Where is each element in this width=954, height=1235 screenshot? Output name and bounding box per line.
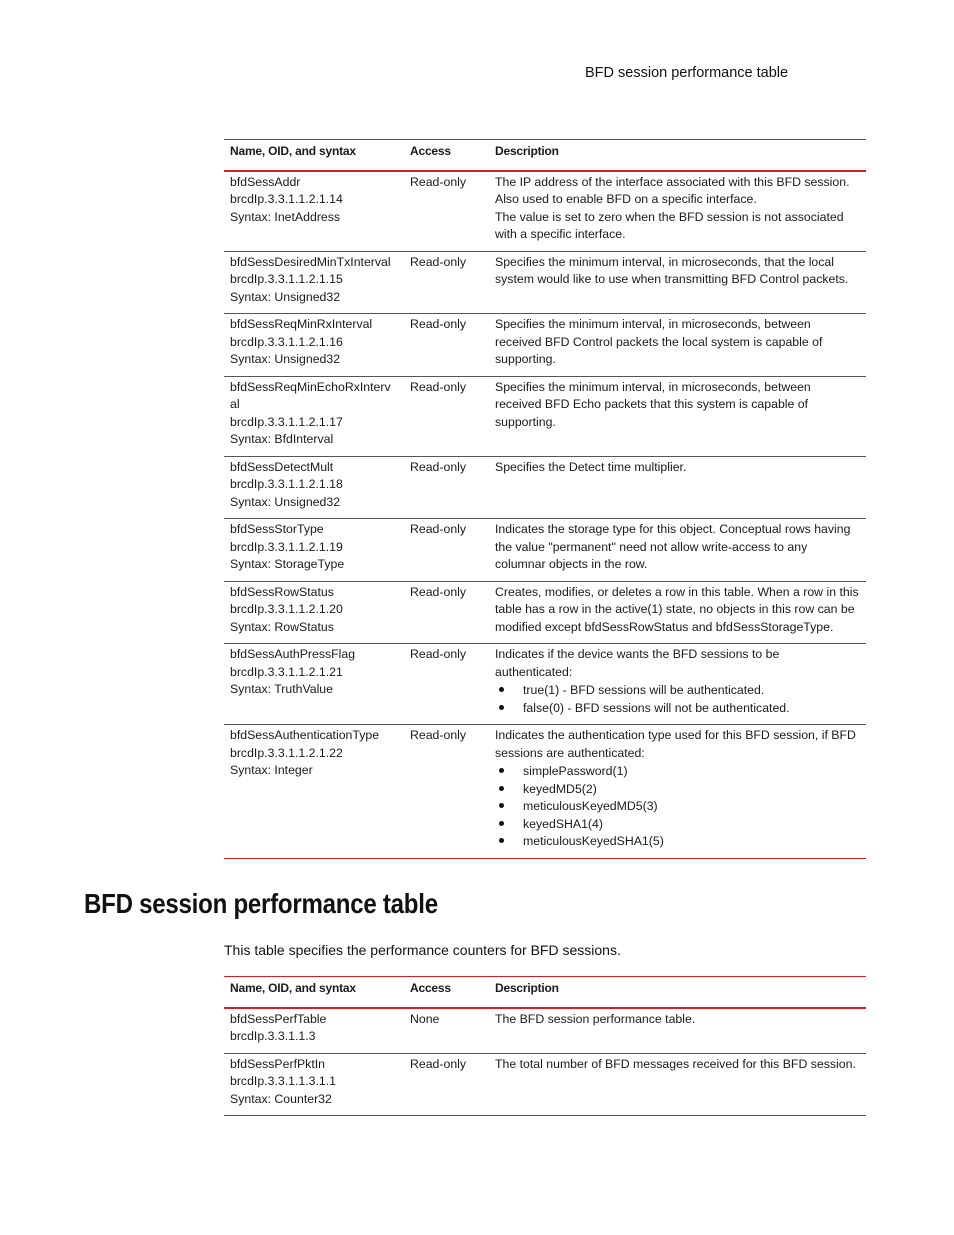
object-name-cell [224,1008,404,1054]
access-cell: Read-only [410,379,467,394]
description-cell [489,644,866,725]
access-cell: Read-only [410,254,467,269]
object-name: bfdSessReqMinEchoRxInterv [230,379,391,394]
object-name: bfdSessAddr [230,174,301,189]
object-name-cell [224,725,404,859]
column-header-access: Access [410,981,451,995]
table-body [224,171,866,859]
description-cell [489,581,866,644]
object-name-cell [224,251,404,314]
table-header [224,977,866,1008]
object-detail-line: brcdIp.3.3.1.1.2.1.19 [230,539,343,554]
access-cell: Read-only [410,522,467,536]
description-cell [489,725,866,859]
table-row [224,519,866,582]
description-paragraph: Specifies the minimum interval, in microseconds, between received BFD Echo packets that this system is capable of supporting. [495,379,811,429]
object-detail-line: Syntax: Integer [230,763,313,777]
object-detail-line: brcdIp.3.3.1.1.2.1.18 [230,477,343,491]
object-detail-line: brcdIp.3.3.1.1.2.1.20 [230,602,343,616]
access-cell: Read-only [410,459,467,474]
description-bullet-list [495,682,860,717]
object-detail-line: Syntax: Unsigned32 [230,352,341,366]
description-paragraph: The value is set to zero when the BFD session is not associated with a specific interface. [495,209,844,241]
object-detail-line: Syntax: BfdInterval [230,432,334,446]
bullet-item: keyedSHA1(4) [495,816,860,834]
table-row [224,376,866,456]
object-name-cell [224,519,404,582]
bfd-session-table [224,139,866,859]
object-name: bfdSessStorType [230,522,324,536]
table-row [224,456,866,519]
description-cell [489,314,866,377]
object-detail-line: Syntax: StorageType [230,557,345,571]
column-header-name: Name, OID, and syntax [230,144,356,158]
description-paragraph: The total number of BFD messages received for this BFD session. [495,1056,856,1071]
table-body [224,1008,866,1116]
running-header: BFD session performance table [585,65,789,81]
bullet-item: keyedMD5(2) [495,781,860,799]
column-header-access: Access [410,144,451,158]
object-detail-line: Syntax: Counter32 [230,1091,332,1106]
description-bullet-list [495,763,860,851]
description-paragraph: Creates, modifies, or deletes a row in this table. When a row in this table has a row in the active(1) state, no objects in this row can be modified except bfdSessRowStatus and bfdSessStorageType. [495,584,859,634]
object-detail-line: Syntax: RowStatus [230,619,334,634]
description-paragraph: Indicates the storage type for this object. Conceptual rows having the value "permanent" need not allow write-access to any columnar objects in the row. [495,522,851,571]
object-name: bfdSessRowStatus [230,584,334,599]
object-detail-line: brcdIp.3.3.1.1.3.1.1 [230,1074,336,1088]
object-name-cell [224,581,404,644]
description-paragraph: The IP address of the interface associated with this BFD session. Also used to enable BFD on a specific interface. [495,174,850,206]
table-row [224,1008,866,1054]
table-row [224,1053,866,1116]
table-row [224,314,866,377]
description-paragraph: Specifies the minimum interval, in microseconds, between received BFD Control packets the local system is capable of supporting. [495,317,823,366]
object-detail-line: brcdIp.3.3.1.1.2.1.16 [230,334,343,349]
section-intro: This table specifies the performance counters for BFD sessions. [224,942,621,958]
description-cell [489,376,866,456]
object-name: bfdSessAuthPressFlag [230,647,356,661]
bullet-item: false(0) - BFD sessions will not be authenticated. [495,700,860,718]
object-name-cell [224,376,404,456]
description-cell [489,1008,866,1054]
object-name: bfdSessDesiredMinTxInterval [230,254,391,269]
object-name: bfdSessPerfPktIn [230,1056,326,1071]
description-paragraph: Specifies the minimum interval, in microseconds, that the local system would like to use when transmitting BFD Control packets. [495,254,849,286]
object-detail-line: Syntax: Unsigned32 [230,289,341,304]
object-name-cell [224,1053,404,1116]
description-paragraph: Indicates if the device wants the BFD sessions to be authenticated: [495,647,780,679]
table-row [224,581,866,644]
object-detail-line: brcdIp.3.3.1.1.2.1.21 [230,664,343,679]
object-detail-line: brcdIp.3.3.1.1.3 [230,1029,316,1043]
access-cell: Read-only [410,728,467,742]
description-cell [489,456,866,519]
description-paragraph: Specifies the Detect time multiplier. [495,459,687,474]
column-header-name: Name, OID, and syntax [230,981,356,995]
description-cell [489,519,866,582]
section-title: BFD session performance table [84,888,438,919]
access-cell: Read-only [410,1056,467,1071]
access-cell: None [410,1011,440,1026]
table-row [224,725,866,859]
description-paragraph: Indicates the authentication type used for this BFD session, if BFD sessions are authenticated: [495,728,856,760]
access-cell: Read-only [410,647,467,661]
description-cell [489,251,866,314]
object-name: bfdSessPerfTable [230,1011,327,1026]
object-detail-line: brcdIp.3.3.1.1.2.1.22 [230,745,343,760]
table-row [224,171,866,252]
object-name-cell [224,314,404,377]
column-header-description: Description [495,144,559,158]
bullet-item: meticulousKeyedSHA1(5) [495,833,860,851]
object-name-cell [224,456,404,519]
description-paragraph: The BFD session performance table. [495,1011,696,1026]
access-cell: Read-only [410,584,467,599]
object-detail-line: brcdIp.3.3.1.1.2.1.17 [230,414,343,429]
table-row [224,251,866,314]
description-cell [489,1053,866,1116]
header-row [224,977,866,1008]
access-cell: Read-only [410,317,467,331]
object-name-cell [224,644,404,725]
object-detail-line: al [230,397,240,411]
object-detail-line: Syntax: Unsigned32 [230,494,341,509]
object-name: bfdSessDetectMult [230,459,334,474]
bullet-item: true(1) - BFD sessions will be authenticated. [495,682,860,700]
object-detail-line: brcdIp.3.3.1.1.2.1.15 [230,272,343,286]
table-header [224,140,866,171]
bfd-session-performance-table [224,976,866,1116]
bullet-item: simplePassword(1) [495,763,860,781]
table-row [224,644,866,725]
access-cell: Read-only [410,174,467,189]
object-detail-line: Syntax: TruthValue [230,682,333,696]
object-name: bfdSessReqMinRxInterval [230,317,373,331]
object-name-cell [224,171,404,252]
header-row [224,140,866,171]
bullet-item: meticulousKeyedMD5(3) [495,798,860,816]
description-cell [489,171,866,252]
object-detail-line: Syntax: InetAddress [230,209,341,224]
object-name: bfdSessAuthenticationType [230,728,380,742]
object-detail-line: brcdIp.3.3.1.1.2.1.14 [230,192,343,206]
column-header-description: Description [495,981,559,995]
